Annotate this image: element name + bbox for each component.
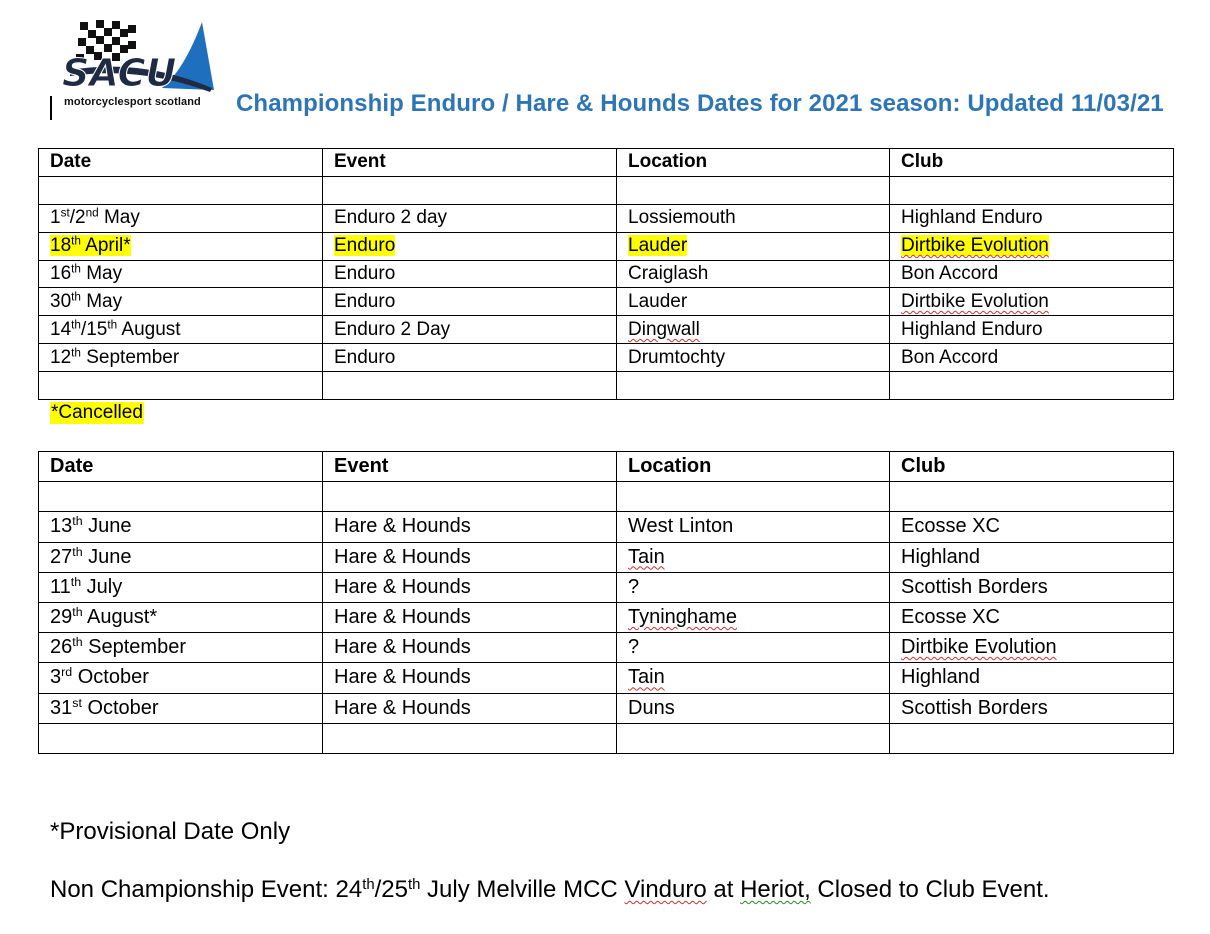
cell-location: Tain [617,663,890,693]
cell-date: 27th June [39,542,323,572]
cell-club: Dirtbike Evolution [890,232,1174,260]
cell-date: 16th May [39,260,323,288]
cell-event: Hare & Hounds [323,602,617,632]
cell-club: Scottish Borders [890,693,1174,723]
header-event: Event [323,452,617,482]
cell-event: Hare & Hounds [323,663,617,693]
table-row [39,288,1174,316]
logo-wordmark: SACU [62,51,177,95]
cell-event [323,482,617,512]
cell-location: Lauder [617,232,890,260]
table-row [39,260,1174,288]
cell-location: Dingwall [617,316,890,344]
table-row [39,204,1174,232]
cell-event: Enduro 2 day [323,204,617,232]
page-title: Championship Enduro / Hare & Hounds Dates for 2021 season: Updated 11/03/21 [236,90,1164,117]
cell-club [890,723,1174,753]
table-row [39,372,1174,400]
cell-event: Enduro [323,288,617,316]
cell-date: 29th August* [39,602,323,632]
cell-location [617,176,890,204]
cell-event: Hare & Hounds [323,542,617,572]
table-row [39,542,1174,572]
cell-location: ? [617,633,890,663]
cell-date: 13th June [39,512,323,542]
cell-date [39,723,323,753]
cell-location [617,372,890,400]
cell-club: Highland [890,663,1174,693]
cell-date: 1st/2nd May [39,204,323,232]
cell-date: 14th/15th August [39,316,323,344]
cell-location: Craiglash [617,260,890,288]
cell-date [39,176,323,204]
cell-location [617,723,890,753]
table-row [39,316,1174,344]
cell-club: Ecosse XC [890,512,1174,542]
cell-location: Drumtochty [617,344,890,372]
cell-location [617,482,890,512]
cell-location: Duns [617,693,890,723]
cell-event: Enduro 2 Day [323,316,617,344]
table-row-cancelled [39,232,1174,260]
header-location: Location [617,452,890,482]
cell-date: 11th July [39,572,323,602]
cell-event [323,723,617,753]
table-row [39,663,1174,693]
cell-club: Bon Accord [890,260,1174,288]
cell-date [39,372,323,400]
cell-location: Lauder [617,288,890,316]
table-row [39,572,1174,602]
cell-date [39,482,323,512]
header-date: Date [39,149,323,177]
table-row [39,344,1174,372]
cell-location: West Linton [617,512,890,542]
cell-club: Ecosse XC [890,602,1174,632]
cell-event [323,372,617,400]
cell-event [323,176,617,204]
cell-date: 30th May [39,288,323,316]
cell-date: 3rd October [39,663,323,693]
cell-date: 18th April* [39,232,323,260]
cell-event: Hare & Hounds [323,572,617,602]
cell-club [890,482,1174,512]
table-row [39,512,1174,542]
cancelled-note: *Cancelled [51,402,143,423]
table-row [39,176,1174,204]
header-location: Location [617,149,890,177]
cell-date: 31st October [39,693,323,723]
non-championship-note: Non Championship Event: 24th/25th July Melville MCC Vinduro at Heriot, Closed to Club Event. [50,876,1050,903]
cell-location: ? [617,572,890,602]
cell-location: Tain [617,542,890,572]
cell-club: Bon Accord [890,344,1174,372]
cell-club: Scottish Borders [890,572,1174,602]
hare-hounds-schedule-table [38,451,1174,754]
cell-event: Enduro [323,260,617,288]
cell-event: Hare & Hounds [323,633,617,663]
cell-club: Dirtbike Evolution [890,633,1174,663]
cell-event: Enduro [323,232,617,260]
table-row [39,633,1174,663]
table-header-row [39,452,1174,482]
cell-club [890,176,1174,204]
cell-location: Tyninghame [617,602,890,632]
table-row [39,482,1174,512]
cell-club: Highland [890,542,1174,572]
cell-event: Hare & Hounds [323,693,617,723]
logo-tagline: motorcyclesport scotland [64,96,201,108]
cell-club [890,372,1174,400]
enduro-schedule-table [38,148,1174,400]
cell-event: Enduro [323,344,617,372]
table-row [39,693,1174,723]
header-event: Event [323,149,617,177]
header-club: Club [890,149,1174,177]
provisional-note: *Provisional Date Only [50,818,291,845]
table-header-row [39,149,1174,177]
cursor-caret [50,96,52,120]
cell-date: 12th September [39,344,323,372]
header-date: Date [39,452,323,482]
table-row [39,602,1174,632]
header-club: Club [890,452,1174,482]
cell-club: Highland Enduro [890,204,1174,232]
cell-club: Highland Enduro [890,316,1174,344]
cell-date: 26th September [39,633,323,663]
cell-club: Dirtbike Evolution [890,288,1174,316]
cell-event: Hare & Hounds [323,512,617,542]
table-row [39,723,1174,753]
cell-location: Lossiemouth [617,204,890,232]
